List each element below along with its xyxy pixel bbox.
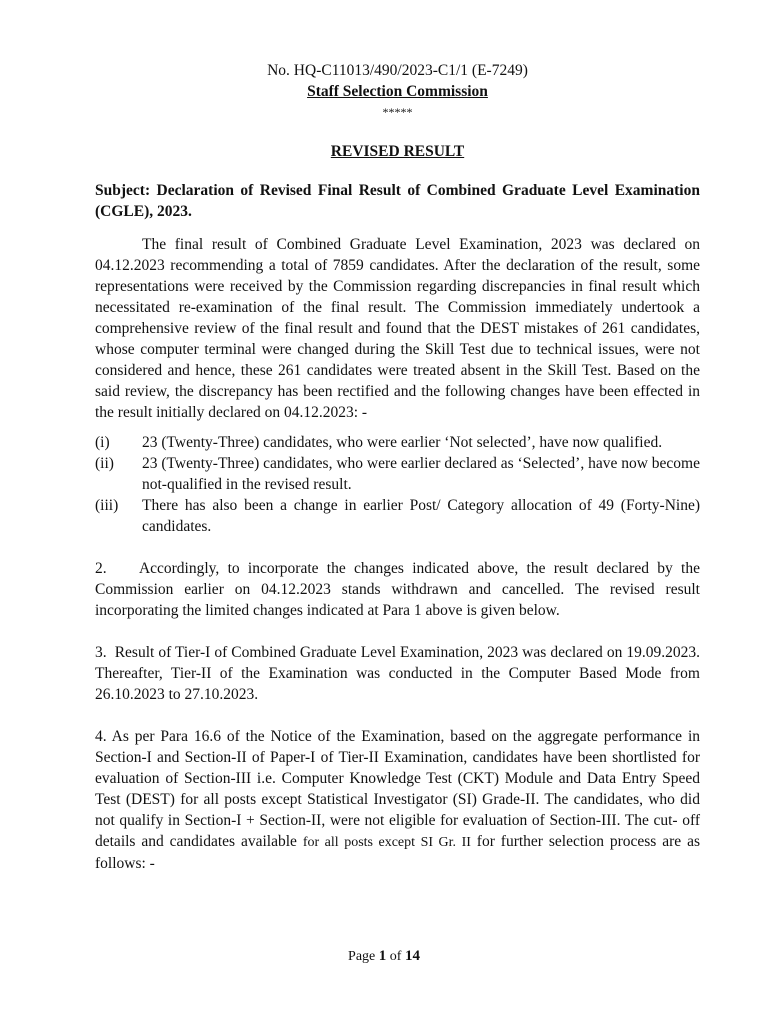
separator-stars: ***** bbox=[382, 105, 413, 119]
organisation-name: Staff Selection Commission bbox=[307, 83, 488, 100]
paragraph-4-end: for further selection process are as follows: - bbox=[95, 833, 700, 872]
list-item-text: 23 (Twenty-Three) candidates, who were earlier declared as ‘Selected’, have now become not-qualified in the revised result. bbox=[142, 455, 700, 493]
paragraph-4-small-text: for all posts except SI Gr. II bbox=[302, 835, 471, 850]
list-item bbox=[95, 453, 700, 495]
list-item bbox=[95, 432, 700, 453]
page-footer bbox=[0, 946, 768, 967]
paragraph-3: 3. Result of Tier-I of Combined Graduate Level Examination, 2023 was declared on 19.09.2023. Thereafter, Tier-II of the Examination was conducted in the Computer Based Mode from 26.10.2023 to 27.10.2023. bbox=[95, 644, 704, 703]
total-pages: 14 bbox=[404, 948, 420, 964]
page-number: 1 bbox=[378, 948, 387, 964]
reference-number: No. HQ-C11013/490/2023-C1/1 (E-7249) bbox=[267, 62, 528, 79]
of-word: of bbox=[389, 949, 402, 964]
paragraph-4 bbox=[95, 726, 700, 874]
paragraph-2: 2. Accordingly, to incorporate the changes indicated above, the result declared by the Commission earlier on 04.12.2023 stands withdrawn and cancelled. The revised result incorporating the limited changes indicated at Para 1 above is given below. bbox=[95, 560, 704, 619]
list-item-number: (i) bbox=[95, 434, 110, 451]
list-item-text: 23 (Twenty-Three) candidates, who were earlier ‘Not selected’, have now qualified. bbox=[142, 434, 663, 451]
document-page bbox=[95, 58, 704, 874]
document-title: REVISED RESULT bbox=[330, 143, 465, 160]
paragraph-4-text: 4. As per Para 16.6 of the Notice of the Examination, based on the aggregate performance in Section-I and Section-II of Paper-I of Tier-II Examination, candidates have been shortlisted for evaluation of Section-III i.e. Computer Knowledge Test (CKT) Module and Data Entry Speed Test (DEST) for all posts except Statistical Investigator (SI) Grade-II. The candidates, who did not qualify in Section-I + Section-II, were not eligible for evaluation of Section-III. The cut- off details and candidates available bbox=[95, 728, 700, 850]
page-word: Page bbox=[348, 949, 376, 964]
subject-line: Subject: Declaration of Revised Final Result of Combined Graduate Level Examination (CGLE), 2023. bbox=[95, 182, 700, 220]
paragraph-1: The final result of Combined Graduate Level Examination, 2023 was declared on 04.12.2023 recommending a total of 7859 candidates. After the declaration of the result, some representations were received by the Commission regarding discrepancies in final result which necessitated re-examination of the final result. The Commission immediately undertook a comprehensive review of the final result and found that the DEST mistakes of 261 candidates, whose computer terminal were changed during the Skill Test due to technical issues, were not considered and hence, these 261 candidates were treated absent in the Skill Test. Based on the said review, the discrepancy has been rectified and the following changes have been effected in the result initially declared on 04.12.2023: - bbox=[95, 236, 700, 421]
changes-list bbox=[95, 432, 700, 537]
list-item bbox=[95, 495, 700, 537]
list-item-text: There has also been a change in earlier Post/ Category allocation of 49 (Forty-Nine) candidates. bbox=[142, 497, 700, 535]
list-item-number: (ii) bbox=[95, 455, 114, 472]
list-item-number: (iii) bbox=[95, 497, 119, 514]
